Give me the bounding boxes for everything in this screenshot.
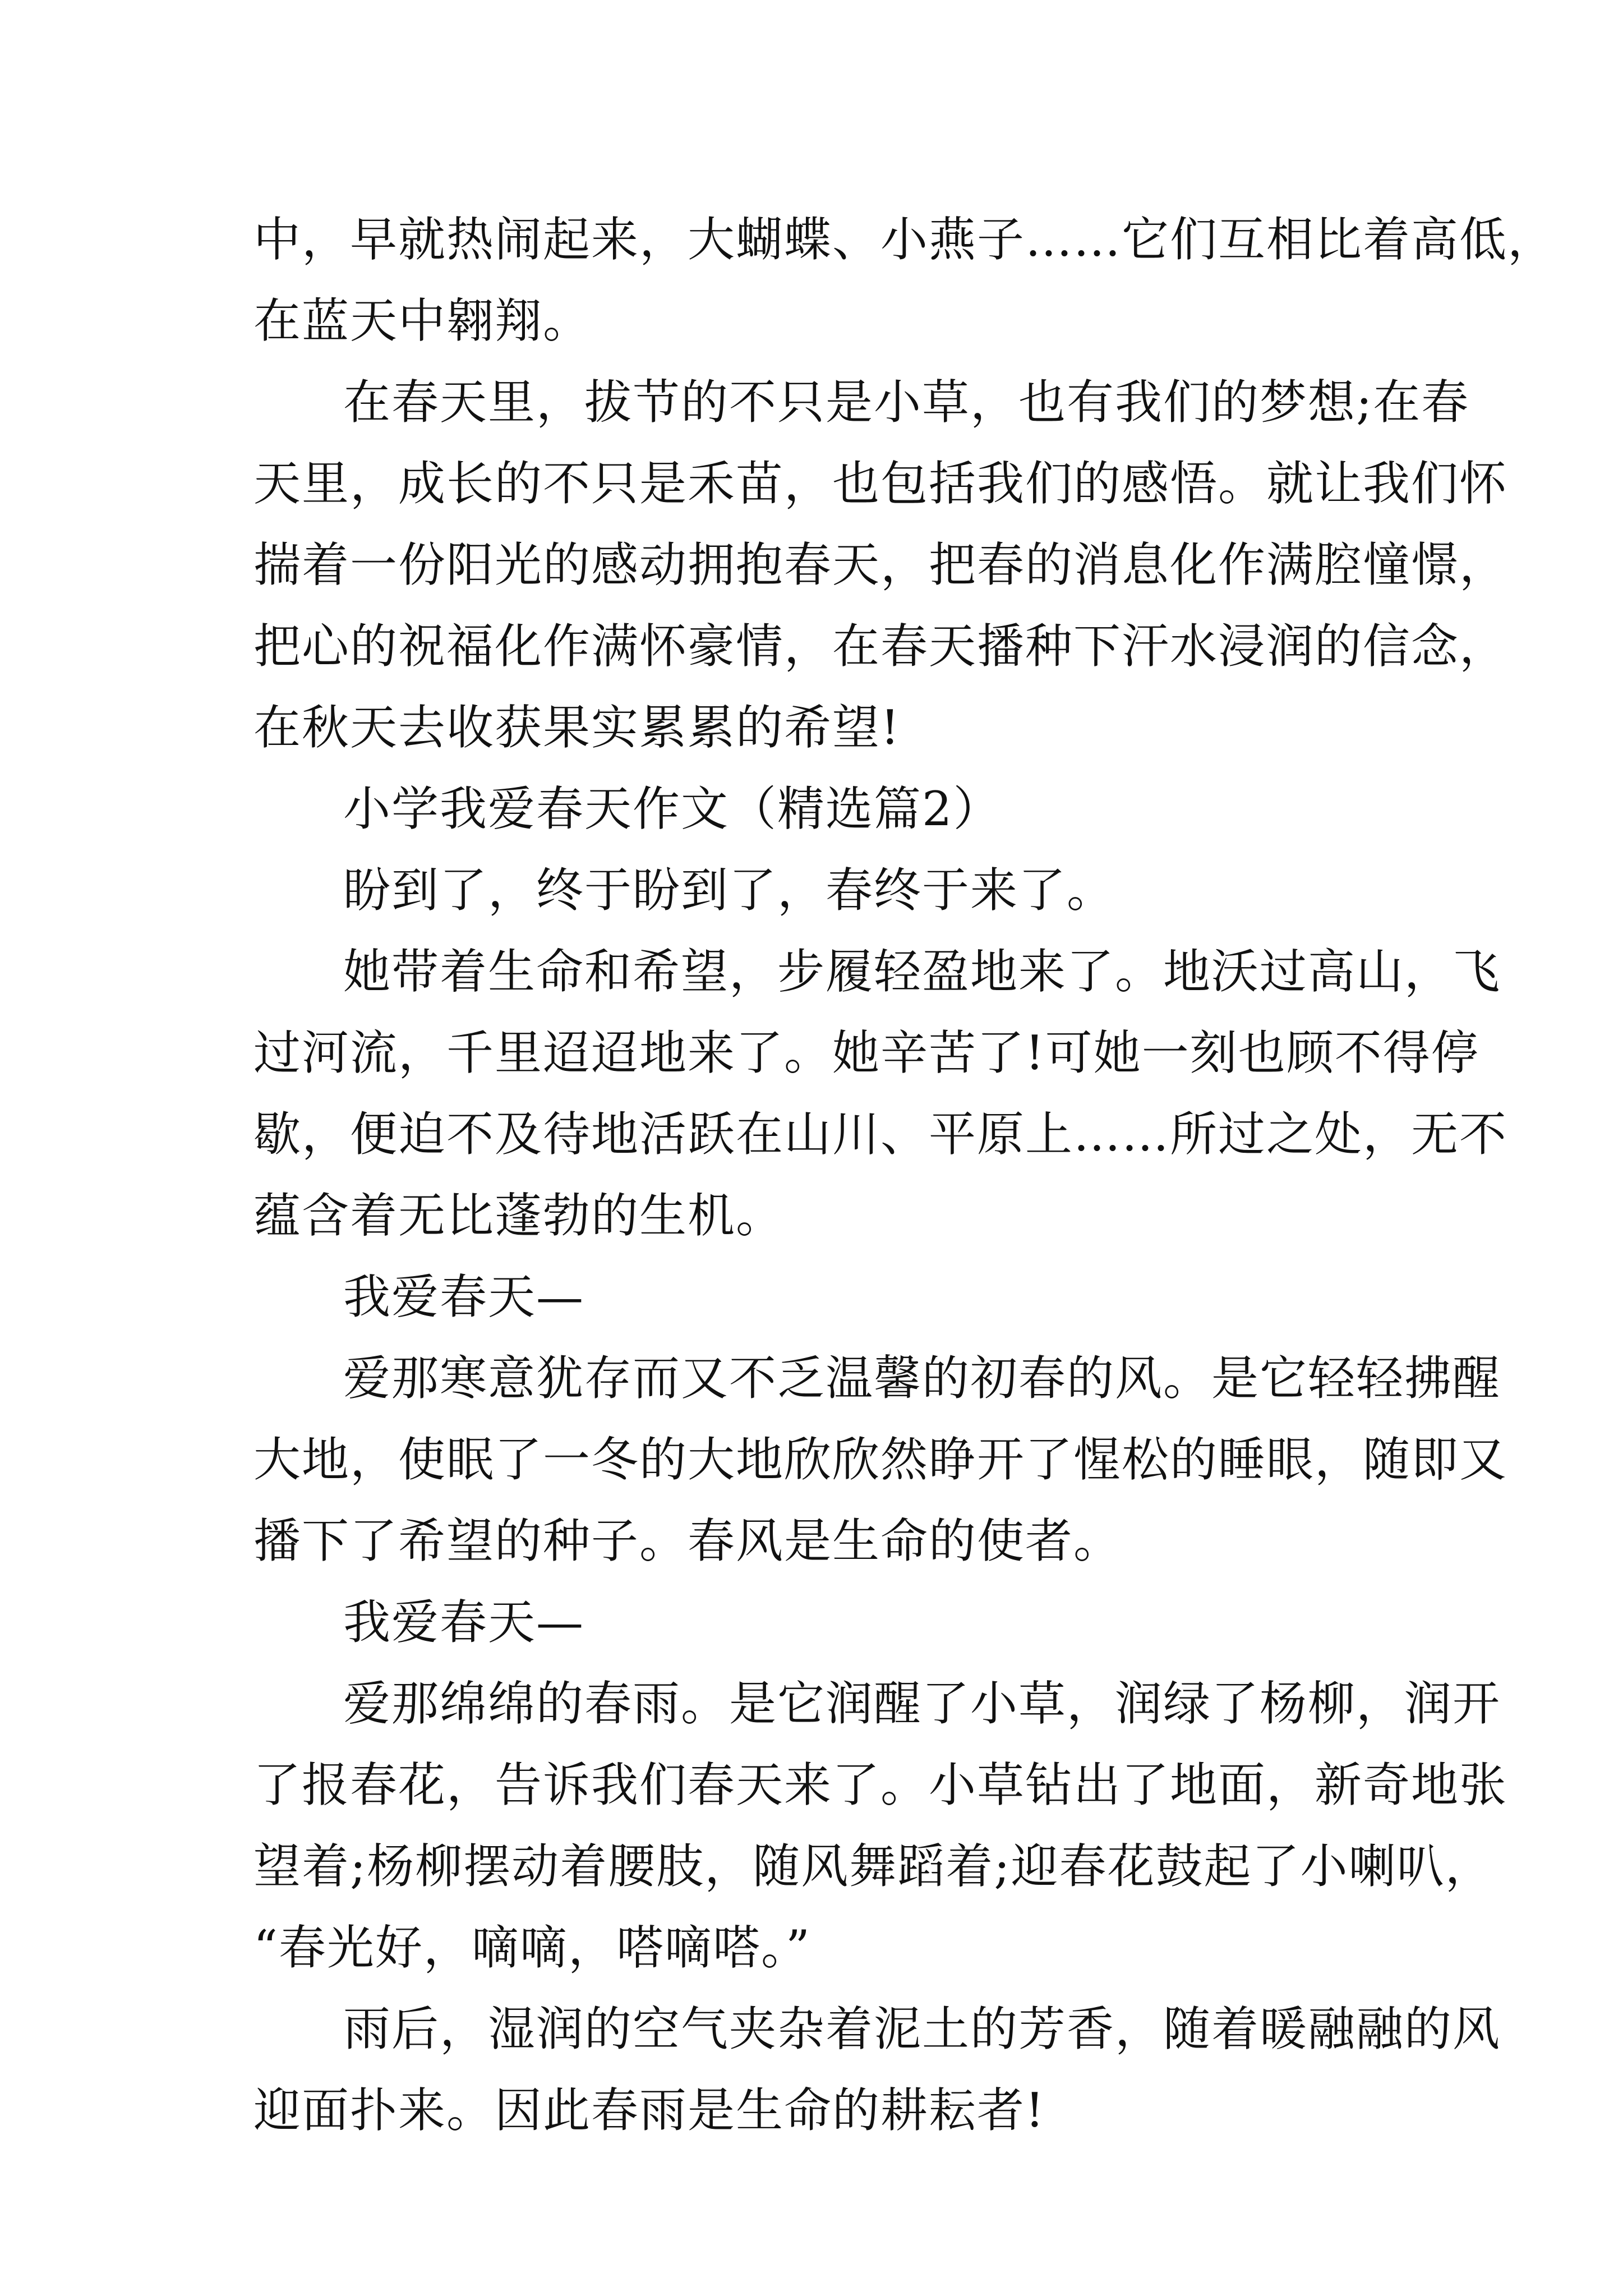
- text-line: 歇，便迫不及待地活跃在山川、平原上……所过之处，无不: [253, 1107, 1508, 1162]
- text-line: 雨后，湿润的空气夹杂着泥土的芳香，随着暖融融的风: [343, 2001, 1501, 2056]
- text-line: 盼到了，终于盼到了，春终于来了。: [343, 863, 1115, 918]
- text-line: 爱那绵绵的春雨。是它润醒了小草，润绿了杨柳，润开: [343, 1676, 1501, 1731]
- text-line: 把心的祝福化作满怀豪情，在春天播种下汗水浸润的信念，: [253, 619, 1508, 674]
- text-line: 蕴含着无比蓬勃的生机。: [253, 1188, 785, 1243]
- text-line: 揣着一份阳光的感动拥抱春天，把春的消息化作满腔憧憬，: [253, 537, 1508, 592]
- body-text: [253, 199, 1556, 2151]
- text-line: “春光好，嘀嘀，嗒嘀嗒。”: [253, 1920, 811, 1975]
- text-line: 她带着生命和希望，步履轻盈地来了。地沃过高山，飞: [343, 944, 1501, 999]
- text-line: 播下了希望的种子。春风是生命的使者。: [253, 1513, 1122, 1568]
- text-line: 我爱春天—: [343, 1595, 585, 1650]
- text-line: 在蓝天中翱翔。: [253, 293, 592, 348]
- text-line: 了报春花，告诉我们春天来了。小草钻出了地面，新奇地张: [253, 1757, 1508, 1812]
- text-line: 爱那寒意犹存而又不乏温馨的初春的风。是它轻轻拂醒: [343, 1351, 1501, 1406]
- text-line: 在秋天去收获果实累累的希望!: [253, 700, 901, 755]
- text-line: 大地，使眠了一冬的大地欣欣然睁开了惺松的睡眼，随即又: [253, 1432, 1508, 1487]
- text-line: 天里，成长的不只是禾苗，也包括我们的感悟。就让我们怀: [253, 456, 1508, 511]
- text-line: 望着;杨柳摆动着腰肢，随风舞蹈着;迎春花鼓起了小喇叭，: [253, 1839, 1493, 1894]
- section-heading: 小学我爱春天作文（精选篇2）: [343, 781, 1002, 836]
- text-line: 中，早就热闹起来，大蝴蝶、小燕子……它们互相比着高低，: [253, 212, 1556, 267]
- text-line: 迎面扑来。因此春雨是生命的耕耘者!: [253, 2083, 1045, 2138]
- text-line: 过河流，千里迢迢地来了。她辛苦了!可她一刻也顾不得停: [253, 1025, 1479, 1080]
- text-line: 我爱春天—: [343, 1269, 585, 1324]
- text-line: 在春天里，拔节的不只是小草，也有我们的梦想;在春: [343, 375, 1470, 430]
